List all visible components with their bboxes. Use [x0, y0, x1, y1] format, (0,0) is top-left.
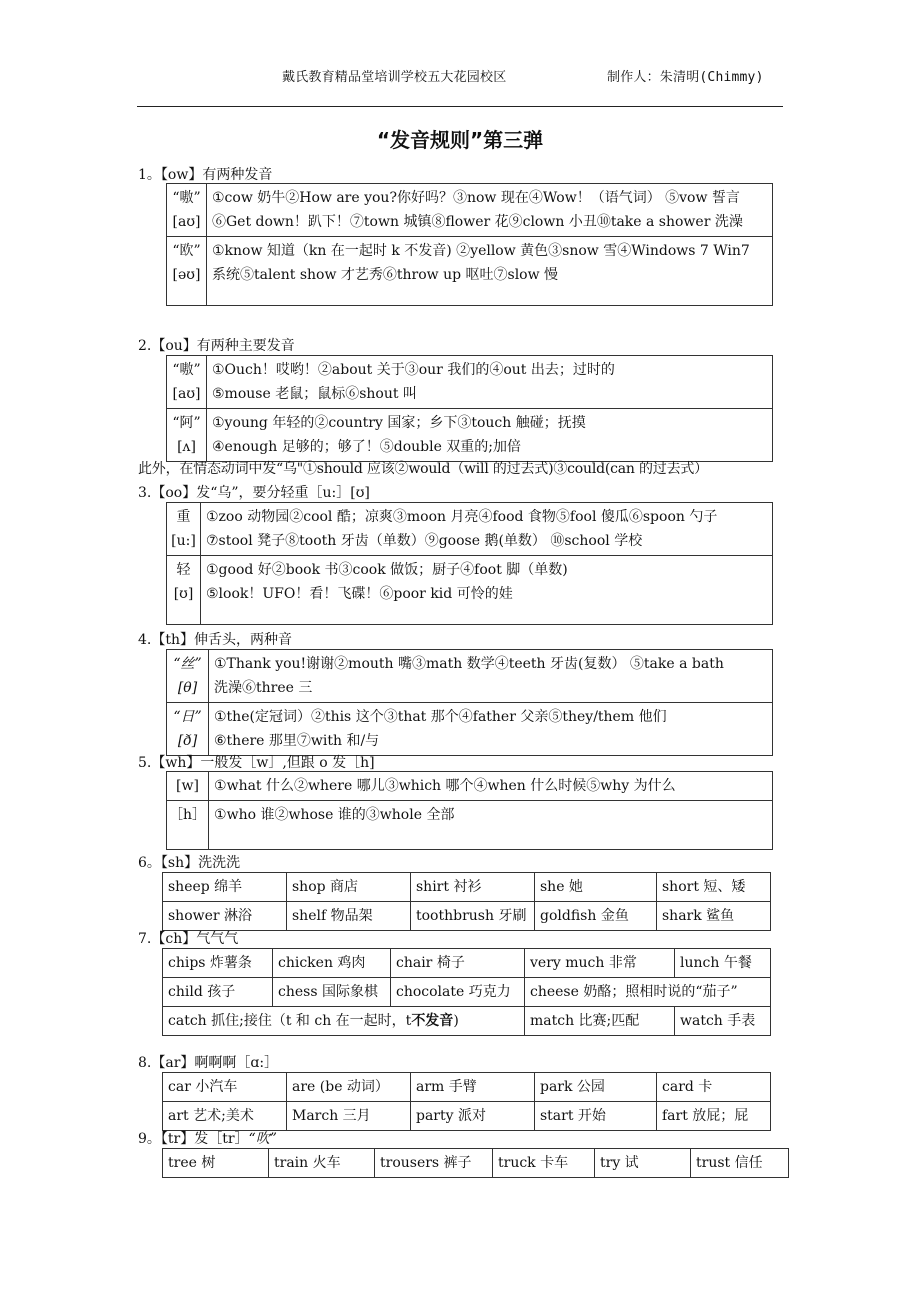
sound-label: “嗷” [aʊ]: [167, 356, 207, 409]
sound-label: “日” [ð]: [167, 703, 209, 756]
table-row: [167, 650, 773, 703]
table-row: [167, 409, 773, 462]
oo-table: [166, 502, 773, 625]
word-cell: are (be 动词）: [287, 1073, 411, 1102]
examples-line: ⑤look！UFO！看！飞碟！⑥poor kid 可怜的娃: [206, 586, 513, 602]
silent-note: 不发音: [411, 1013, 454, 1029]
word-cell: arm 手臂: [411, 1073, 535, 1102]
section-heading: 5.【wh】一般发［w］,但跟 o 发［h]: [138, 755, 375, 771]
word-cell: shark 鲨鱼: [657, 902, 771, 931]
word-cell: chicken 鸡肉: [273, 949, 391, 978]
word-cell: very much 非常: [525, 949, 675, 978]
examples-line: ①zoo 动物园②cool 酷；凉爽③moon 月亮④food 食物⑤fool 傻瓜⑥spoon 勺子: [206, 509, 718, 525]
examples-cell: [209, 650, 773, 703]
section-heading: 6。【sh】洗洗洗: [138, 855, 241, 871]
ou-table: [166, 355, 773, 462]
word-cell: shelf 物品架: [287, 902, 411, 931]
word-cell: child 孩子: [163, 978, 273, 1007]
th-table: [166, 649, 773, 756]
section-heading: 3.【oo】发“乌”，要分轻重［u:］[ʊ]: [138, 485, 370, 501]
section-heading: 8.【ar】啊啊啊［ɑ:］: [138, 1055, 279, 1071]
word-cell: short 短、矮: [657, 873, 771, 902]
examples-line: ①the(定冠词）②this 这个③that 那个④father 父亲⑤they/them 他们: [214, 709, 667, 725]
table-row: [163, 873, 771, 902]
examples-cell: ①what 什么②where 哪儿③which 哪个④when 什么时候⑤why 为什么: [209, 772, 773, 801]
section-heading: 7.【ch】气气气: [138, 931, 239, 947]
page-title: “发音规则”第三弹: [376, 128, 544, 152]
header-divider: [137, 106, 783, 107]
word-cell: chocolate 巧克力: [391, 978, 525, 1007]
word-cell: chair 椅子: [391, 949, 525, 978]
word-cell: train 火车: [269, 1149, 375, 1178]
sound-label: 重 [u:]: [167, 503, 201, 556]
modal-verb-note: 此外，在情态动词中发“乌"①should 应该②would（will 的过去式)③could(can 的过去式）: [138, 461, 708, 477]
sound-label: “欧” [əʊ]: [167, 237, 207, 306]
examples-line: 洗澡⑥three 三: [214, 680, 313, 696]
word-cell: truck 卡车: [493, 1149, 595, 1178]
sound-label: 轻 [ʊ]: [167, 556, 201, 625]
examples-cell: [207, 356, 773, 409]
word-cell: shop 商店: [287, 873, 411, 902]
word-cell: start 开始: [535, 1102, 657, 1131]
word-cell: party 派对: [411, 1102, 535, 1131]
ch-table: [162, 948, 771, 1036]
author: 制作人：朱清明(Chimmy): [607, 70, 764, 85]
examples-cell: ①who 谁②whose 谁的③whole 全部: [209, 801, 773, 850]
word-cell: watch 手表: [675, 1007, 771, 1036]
word-cell: card 卡: [657, 1073, 771, 1102]
examples-cell: [201, 556, 773, 625]
catch-text: catch 抓住;接住（t 和 ch 在一起时，t: [168, 1013, 412, 1029]
examples-cell: ①cow 奶牛②How are you?你好吗？③now 现在④Wow！（语气词） ⑤vow 誓言⑥Get down！趴下！⑦town 城镇⑧flower 花⑨clown 小丑⑩take a shower 洗澡: [207, 184, 773, 237]
table-row: [167, 503, 773, 556]
table-row: [163, 1149, 789, 1178]
word-cell: she 她: [535, 873, 657, 902]
word-cell: art 艺术;美术: [163, 1102, 287, 1131]
word-cell: car 小汽车: [163, 1073, 287, 1102]
table-row: [163, 1102, 771, 1131]
section-heading: [138, 1128, 277, 1148]
ar-table: [162, 1072, 771, 1131]
examples-line: ⑦stool 凳子⑧tooth 牙齿（单数）⑨goose 鹅(单数） ⑩school 学校: [206, 533, 643, 549]
examples-line: ⑥there 那里⑦with 和/与: [214, 733, 380, 749]
word-cell: fart 放屁；屁: [657, 1102, 771, 1131]
examples-line: ①young 年轻的②country 国家；乡下③touch 触碰；抚摸: [212, 415, 586, 431]
examples-line: ①good 好②book 书③cook 做饭；厨子④foot 脚（单数): [206, 562, 568, 578]
word-cell: cheese 奶酪；照相时说的“茄子”: [525, 978, 771, 1007]
word-cell: try 试: [595, 1149, 691, 1178]
examples-line: ④enough 足够的；够了！⑤double 双重的;加倍: [212, 439, 522, 455]
close-paren: ): [453, 1013, 459, 1029]
wh-table: [166, 771, 773, 850]
table-row: [167, 772, 773, 801]
word-cell: [163, 1007, 525, 1036]
examples-cell: [201, 503, 773, 556]
heading-sound: “吹”: [248, 1131, 277, 1147]
sound-label: “阿” [ʌ]: [167, 409, 207, 462]
examples-cell: [209, 703, 773, 756]
sound-label: ［h］: [167, 801, 209, 850]
tr-table: [162, 1148, 789, 1178]
word-cell: shower 淋浴: [163, 902, 287, 931]
examples-line: ①Thank you!谢谢②mouth 嘴③math 数学④teeth 牙齿(复数） ⑤take a bath: [214, 656, 724, 672]
table-row: [167, 356, 773, 409]
table-row: [167, 184, 773, 237]
word-cell: sheep 绵羊: [163, 873, 287, 902]
table-row: [163, 1007, 771, 1036]
word-cell: chess 国际象棋: [273, 978, 391, 1007]
word-cell: shirt 衬衫: [411, 873, 535, 902]
table-row: [167, 703, 773, 756]
examples-cell: ①know 知道（kn 在一起时 k 不发音) ②yellow 黄色③snow 雪④Windows 7 Win7 系统⑤talent show 才艺秀⑥throw up 呕吐⑦slow 慢: [207, 237, 773, 306]
table-row: [163, 1073, 771, 1102]
word-cell: toothbrush 牙刷: [411, 902, 535, 931]
sound-label: “丝” [θ]: [167, 650, 209, 703]
word-cell: match 比赛;匹配: [525, 1007, 675, 1036]
examples-cell: [207, 409, 773, 462]
heading-text: 9。【tr】发［tr］: [138, 1131, 249, 1147]
sound-label: [w]: [167, 772, 209, 801]
sh-table: [162, 872, 771, 931]
table-row: [163, 949, 771, 978]
school-name: 戴氏教育精品堂培训学校五大花园校区: [282, 70, 507, 85]
table-row: [167, 237, 773, 306]
word-cell: March 三月: [287, 1102, 411, 1131]
word-cell: park 公园: [535, 1073, 657, 1102]
table-row: [163, 978, 771, 1007]
table-row: [163, 902, 771, 931]
examples-line: ⑤mouse 老鼠；鼠标⑥shout 叫: [212, 386, 417, 402]
section-heading: 2.【ou】有两种主要发音: [138, 338, 295, 354]
word-cell: trust 信任: [691, 1149, 789, 1178]
examples-line: ①Ouch！哎哟！②about 关于③our 我们的④out 出去；过时的: [212, 362, 615, 378]
sound-label: “嗷” [aʊ]: [167, 184, 207, 237]
ow-table: [166, 183, 773, 306]
section-heading: 1。【ow】有两种发音: [138, 167, 273, 183]
word-cell: chips 炸薯条: [163, 949, 273, 978]
word-cell: lunch 午餐: [675, 949, 771, 978]
table-row: [167, 556, 773, 625]
word-cell: trousers 裤子: [375, 1149, 493, 1178]
word-cell: tree 树: [163, 1149, 269, 1178]
word-cell: goldfish 金鱼: [535, 902, 657, 931]
section-heading: 4.【th】伸舌头，两种音: [138, 632, 292, 648]
table-row: [167, 801, 773, 850]
